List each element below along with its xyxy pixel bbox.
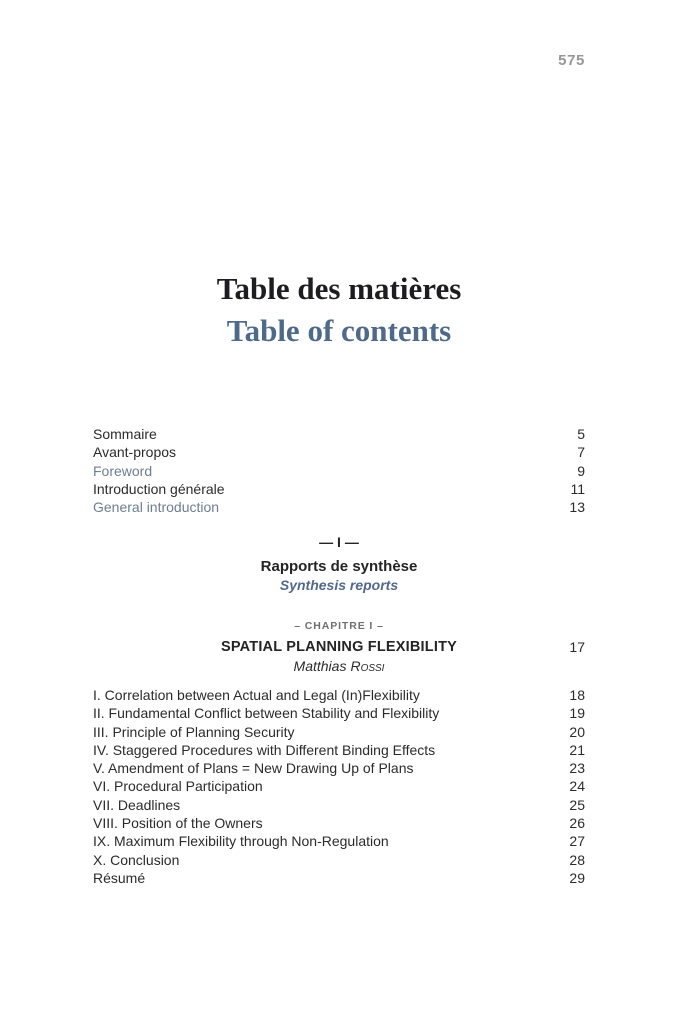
chapter-title: SPATIAL PLANNING FLEXIBILITY bbox=[221, 639, 457, 655]
chapter-author bbox=[93, 657, 585, 676]
part-title-french: Rapports de synthèse bbox=[260, 558, 418, 575]
toc-entry-page: 18 bbox=[569, 687, 585, 703]
toc-entry-label: IX. Maximum Flexibility through Non-Regulation bbox=[93, 833, 389, 850]
page-title bbox=[93, 268, 585, 352]
chapter-page-number: 17 bbox=[569, 639, 585, 655]
toc-entry-page: 20 bbox=[569, 723, 585, 740]
toc-entry bbox=[93, 814, 585, 832]
toc-entry bbox=[93, 759, 585, 777]
toc-entry bbox=[93, 704, 585, 722]
toc-entry-label: Résumé bbox=[93, 869, 146, 886]
toc-entry-page: 29 bbox=[569, 869, 585, 886]
toc-entry bbox=[93, 796, 585, 814]
toc-entry-label: Sommaire bbox=[93, 426, 157, 442]
page-title-french: Table des matières bbox=[216, 271, 462, 306]
toc-entry-page: 28 bbox=[569, 851, 585, 868]
toc-entry bbox=[93, 851, 585, 869]
toc-entry-page: 13 bbox=[569, 499, 585, 516]
page-title-english: Table of contents bbox=[226, 313, 452, 348]
toc-entry-label: III. Principle of Planning Security bbox=[93, 723, 295, 740]
toc-entry-page: 5 bbox=[577, 426, 585, 442]
toc-entry-page: 21 bbox=[569, 741, 585, 758]
page-number: 575 bbox=[558, 52, 585, 69]
front-matter-list bbox=[93, 425, 585, 516]
toc-entry-label: VII. Deadlines bbox=[93, 796, 181, 813]
toc-entry-label: Avant-propos bbox=[93, 444, 177, 461]
toc-entry-label: X. Conclusion bbox=[93, 851, 180, 868]
toc-entry-foreword bbox=[93, 462, 585, 480]
toc-entry-label: Introduction générale bbox=[93, 480, 225, 497]
toc-entry-label: I. Correlation between Actual and Legal (In)Flexibility bbox=[93, 687, 420, 703]
chapter-title-row bbox=[93, 638, 585, 657]
author-last-name: Rossi bbox=[350, 658, 385, 674]
toc-entry-label: II. Fundamental Conflict between Stability and Flexibility bbox=[93, 705, 440, 722]
toc-entry-page: 25 bbox=[569, 796, 585, 813]
toc-entry-page: 19 bbox=[569, 705, 585, 722]
toc-entry-page: 23 bbox=[569, 760, 585, 777]
toc-entry bbox=[93, 777, 585, 795]
toc-entry-avant-propos bbox=[93, 443, 585, 461]
toc-entry-sommaire bbox=[93, 425, 585, 443]
part-heading bbox=[93, 533, 585, 595]
part-title-english: Synthesis reports bbox=[279, 577, 399, 593]
toc-entry-label: V. Amendment of Plans = New Drawing Up of Plans bbox=[93, 760, 414, 777]
chapter-entries-list bbox=[93, 686, 585, 887]
part-numeral: — I — bbox=[319, 534, 359, 550]
chapter-kicker: – CHAPITRE I – bbox=[294, 620, 384, 632]
toc-entry bbox=[93, 869, 585, 887]
content-column bbox=[93, 0, 585, 1024]
toc-entry-page: 27 bbox=[569, 833, 585, 850]
toc-entry-page: 9 bbox=[577, 462, 585, 479]
toc-entry-page: 7 bbox=[577, 444, 585, 461]
chapter-heading bbox=[93, 619, 585, 676]
toc-entry bbox=[93, 723, 585, 741]
toc-entry-label: VIII. Position of the Owners bbox=[93, 815, 263, 832]
toc-entry-introduction-generale bbox=[93, 480, 585, 498]
toc-entry-page: 26 bbox=[569, 815, 585, 832]
toc-entry-label: General introduction bbox=[93, 499, 220, 516]
toc-entry-label: Foreword bbox=[93, 462, 153, 479]
toc-entry-page: 11 bbox=[570, 480, 585, 497]
author-first-name: Matthias bbox=[293, 658, 347, 674]
toc-entry bbox=[93, 832, 585, 850]
toc-entry-label: IV. Staggered Procedures with Different Binding Effects bbox=[93, 741, 436, 758]
toc-entry-page: 24 bbox=[569, 778, 585, 795]
toc-entry-label: VI. Procedural Participation bbox=[93, 778, 263, 795]
toc-entry-general-introduction bbox=[93, 498, 585, 516]
toc-entry bbox=[93, 686, 585, 704]
toc-entry bbox=[93, 741, 585, 759]
